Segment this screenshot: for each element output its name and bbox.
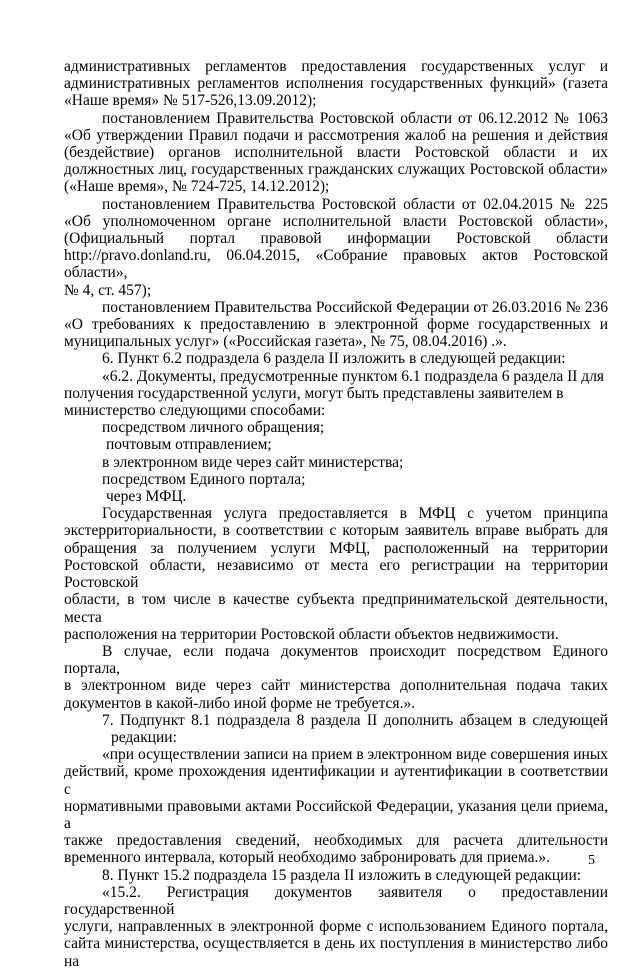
text-line: экстерриториальности, в соответствии с которым заявитель вправе выбрать для	[64, 522, 608, 540]
text-line: обращения за получением услуги МФЦ, расположенный на территории	[64, 539, 608, 557]
text-line: № 4, ст. 457);	[64, 281, 152, 299]
text-line: административных регламентов предоставления государственных услуг и	[64, 58, 608, 75]
text-line: через МФЦ.	[106, 488, 187, 506]
text-line: в электронном виде через сайт министерства;	[102, 453, 404, 471]
text-line: в электронном виде через сайт министерства дополнительная подача таких	[64, 677, 608, 695]
text-line: редакции:	[111, 728, 177, 746]
text-line: муниципальных услуг» («Российская газета», № 75, 08.04.2016) .».	[64, 333, 507, 351]
text-line: расположения на территории Ростовской области объектов недвижимости.	[64, 625, 559, 643]
text-line: получения государственной услуги, могут быть представлены заявителем в	[64, 384, 564, 402]
text-line: «Об утверждении Правил подачи и рассмотрения жалоб на решения и действия	[64, 126, 608, 144]
text-line: почтовым отправлением;	[106, 436, 272, 454]
text-line: документов в какой-либо иной форме не требуется.».	[64, 694, 416, 712]
page-number: 5	[588, 853, 595, 868]
text-line: также предоставления сведений, необходимых для расчета длительности	[64, 832, 608, 850]
text-line: (бездействие) органов исполнительной власти Ростовской области и их	[64, 144, 608, 162]
text-line: посредством личного обращения;	[102, 419, 325, 437]
text-line: В случае, если подача документов происходит посредством Единого портала,	[64, 642, 608, 678]
text-line: административных регламентов исполнения государственных функций» (газета	[64, 75, 608, 93]
text-line: посредством Единого портала;	[102, 470, 306, 488]
text-line: сайта министерства, осуществляется в день их поступления в министерство либо на	[64, 935, 608, 970]
text-line: временного интервала, который необходимо забронировать для приема.».	[64, 849, 551, 867]
text-line: «при осуществлении записи на прием в электронном виде совершения иных	[102, 746, 608, 764]
text-line: постановлением Правительства Ростовской области от 02.04.2015 № 225	[102, 195, 608, 213]
text-line: 7. Подпункт 8.1 подраздела 8 раздела II дополнить абзацем в следующей	[102, 711, 608, 729]
text-line: министерство следующими способами:	[64, 402, 326, 420]
text-line: области, в том числе в качестве субъекта предпринимательской деятельности, места	[64, 591, 608, 626]
text-line: («Наше время», № 724-725, 14.12.2012);	[64, 178, 330, 196]
text-line: постановлением Правительства Ростовской области от 06.12.2012 № 1063	[102, 109, 608, 127]
text-line: нормативными правовыми актами Российской Федерации, указания цели приема, а	[64, 797, 608, 832]
document-text	[64, 58, 608, 970]
text-line: «Об уполномоченном органе исполнительной власти Ростовской области»,	[64, 212, 608, 230]
text-line: должностных лиц, государственных гражданских служащих Ростовской области»	[64, 161, 608, 179]
text-line: http://pravo.donland.ru, 06.04.2015, «Собрание правовых актов Ростовской области»,	[64, 247, 608, 282]
text-line: «6.2. Документы, предусмотренные пунктом 6.1 подраздела 6 раздела II для	[102, 367, 605, 385]
text-line: «О требованиях к предоставлению в электронной форме государственных и	[64, 316, 608, 334]
text-line: услуги, направленных в электронной форме с использованием Единого портала,	[64, 918, 608, 936]
text-line: 6. Пункт 6.2 подраздела 6 раздела II изложить в следующей редакции:	[102, 350, 566, 368]
text-line: постановлением Правительства Российской Федерации от 26.03.2016 № 236	[102, 298, 608, 316]
text-line: Государственная услуга предоставляется в МФЦ с учетом принципа	[102, 505, 608, 523]
text-line: «Наше время» № 517-526,13.09.2012);	[64, 92, 317, 110]
text-line: 8. Пункт 15.2 подраздела 15 раздела II изложить в следующей редакции:	[102, 866, 582, 884]
text-line: «15.2. Регистрация документов заявителя о предоставлении государственной	[64, 883, 608, 918]
text-line: (Официальный портал правовой информации Ростовской области	[64, 230, 608, 248]
text-line: действий, кроме прохождения идентификации и аутентификации в соответствии с	[64, 763, 608, 798]
text-line: Ростовской области, независимо от места его регистрации на территории Ростовской	[64, 556, 608, 592]
